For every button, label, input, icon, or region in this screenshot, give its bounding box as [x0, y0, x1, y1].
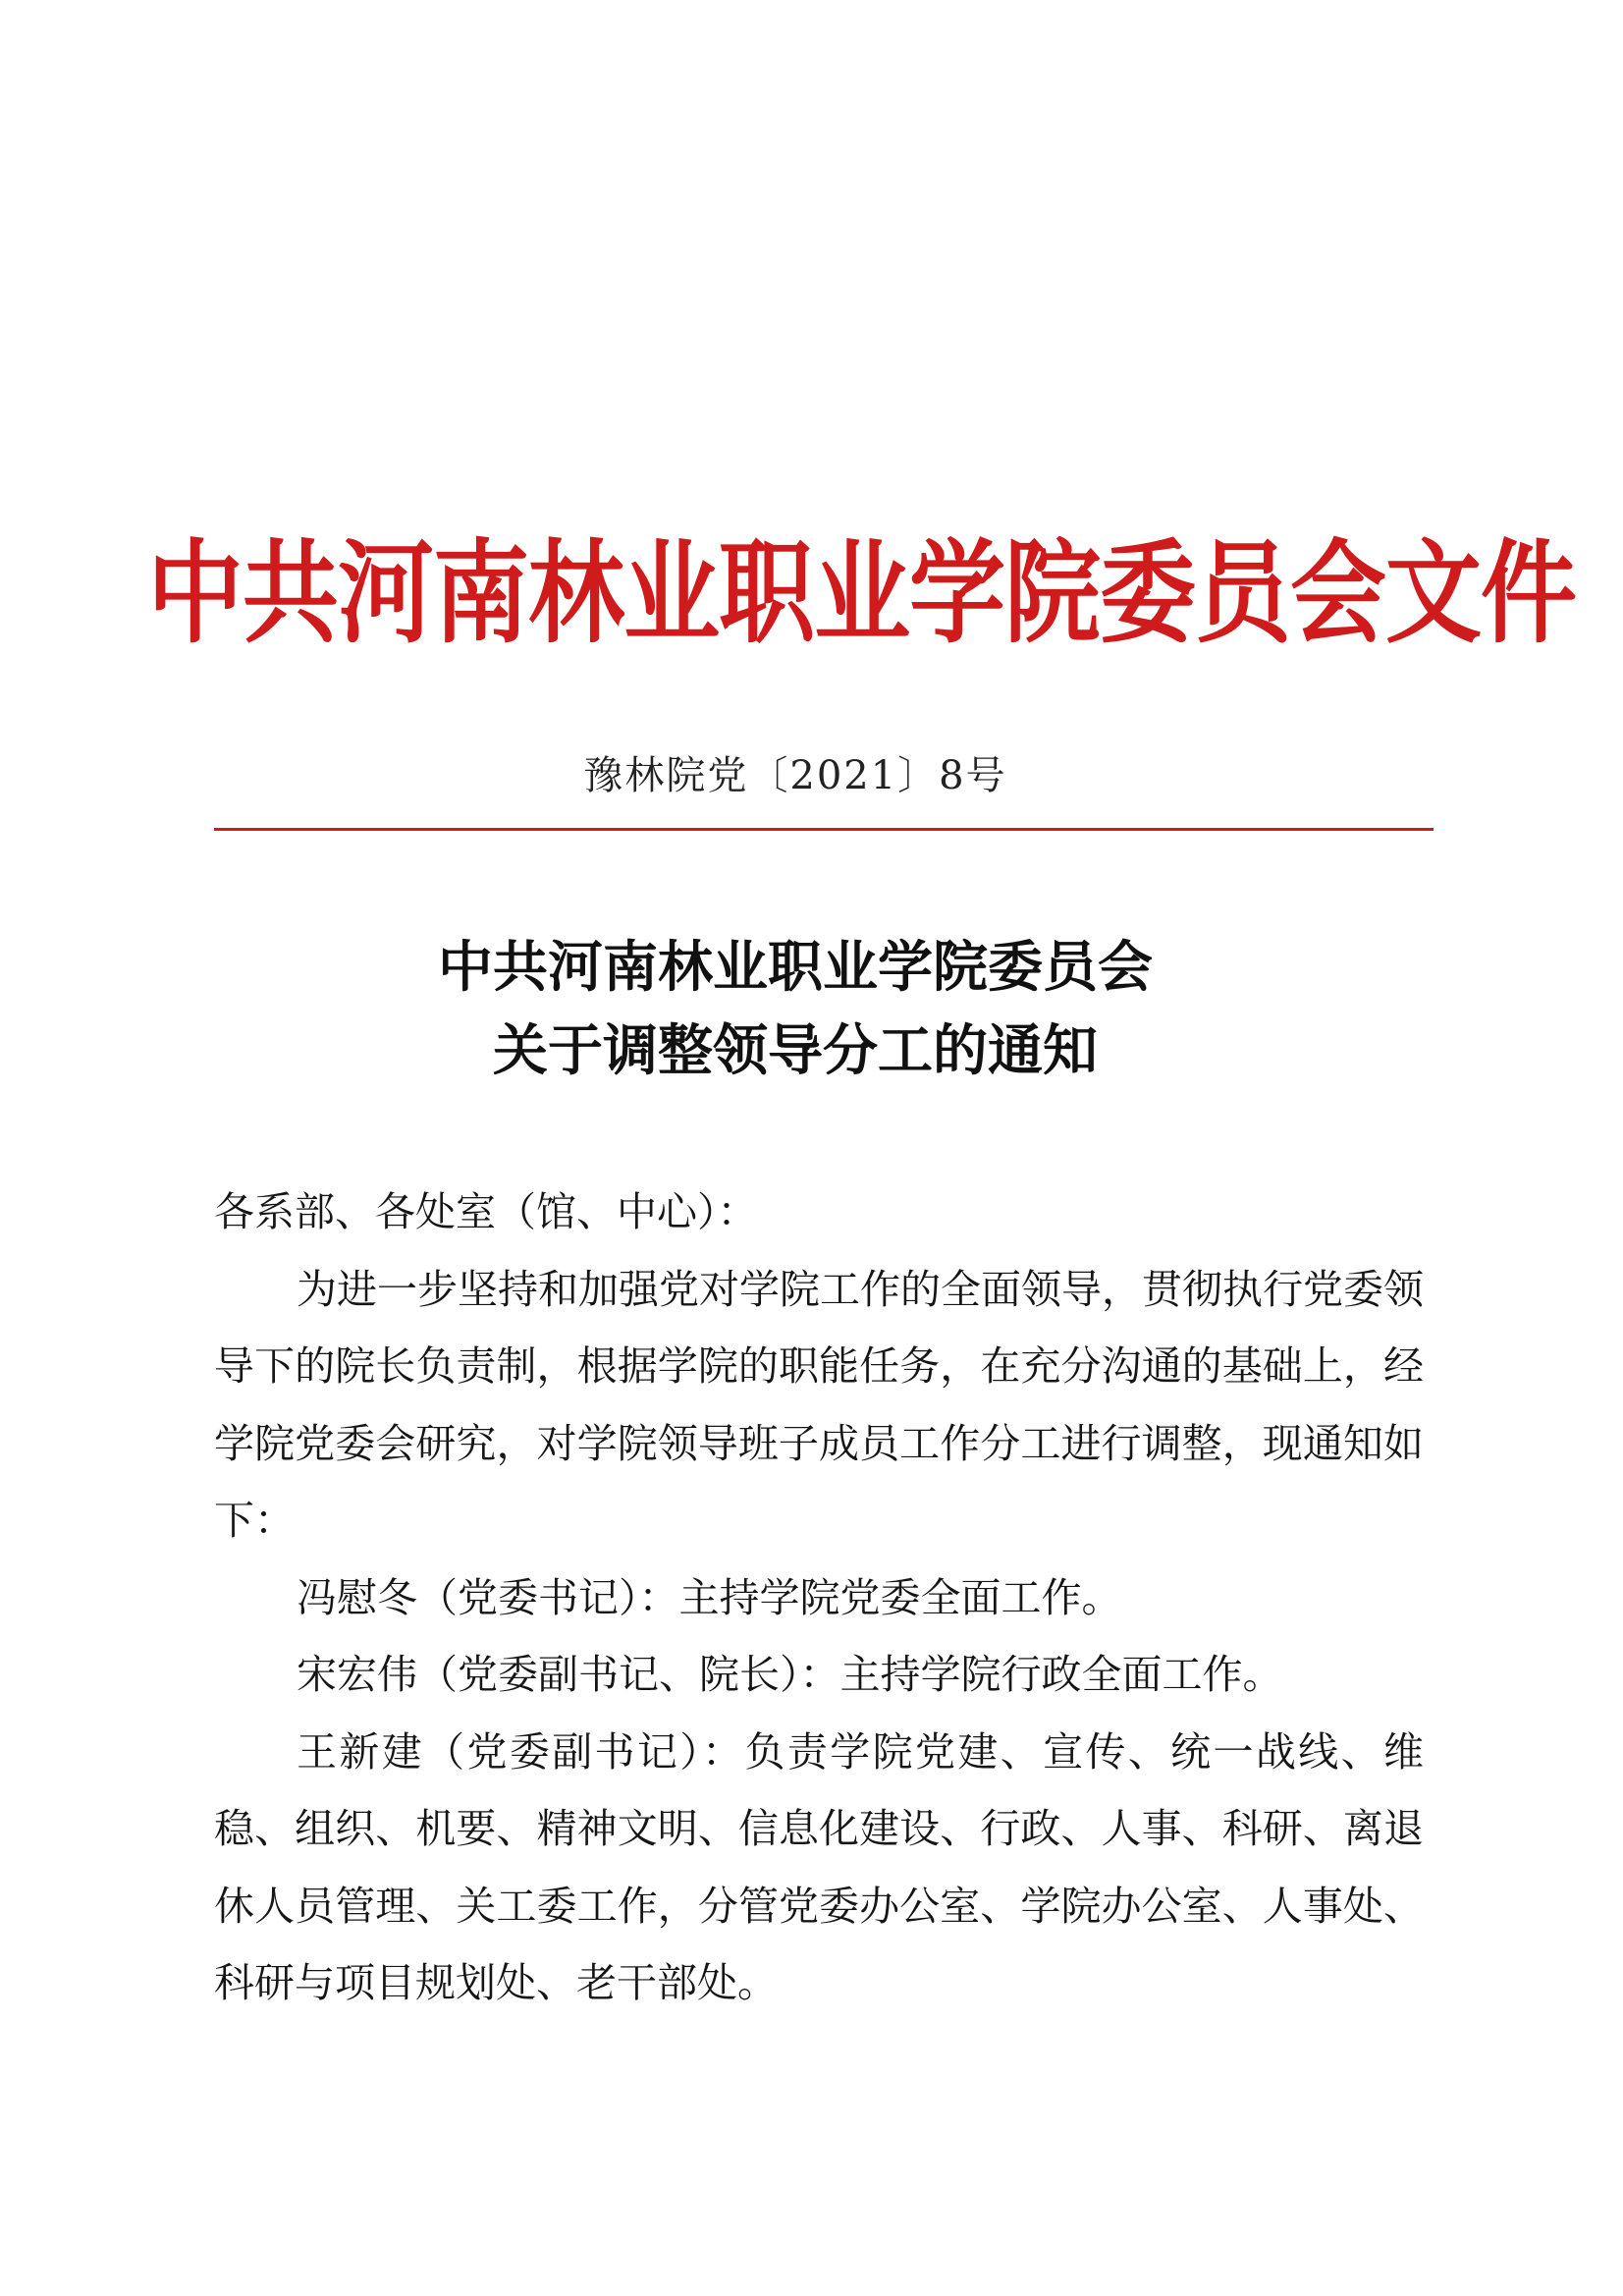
body-paragraph-assignment-2: 宋宏伟（党委副书记、院长）：主持学院行政全面工作。	[297, 1651, 1283, 1698]
document-number: 豫林院党〔2021〕8号	[583, 753, 1007, 798]
body-paragraph-intro: 为进一步坚持和加强党对学院工作的全面领导，贯彻执行党委领导下的院长负责制，根据学院的职能任务，在充分沟通的基础上，经学院党委会研究，对学院领导班子成员工作分工进行调整，现通知如下：	[214, 1265, 1424, 1544]
body-paragraph-assignment-3: 王新建（党委副书记）：负责学院党建、宣传、统一战线、维稳、组织、机要、精神文明、信息化建设、行政、人事、科研、离退休人员管理、关工委工作，分管党委办公室、学院办公室、人事处、科研与项目规划处、老干部处。	[214, 1727, 1424, 2006]
body-paragraph-assignment-1: 冯慰冬（党委书记）：主持学院党委全面工作。	[297, 1573, 1122, 1621]
notice-title-line-2: 关于调整领导分工的通知	[493, 1018, 1098, 1083]
notice-body	[214, 1174, 1424, 2022]
salutation: 各系部、各处室（馆、中心）：	[214, 1188, 758, 1235]
red-header-title: 中共河南林业职业学院委员会文件	[147, 527, 1577, 660]
red-divider-line	[214, 828, 1434, 831]
notice-title-line-1: 中共河南林业职业学院委员会	[438, 935, 1153, 1000]
